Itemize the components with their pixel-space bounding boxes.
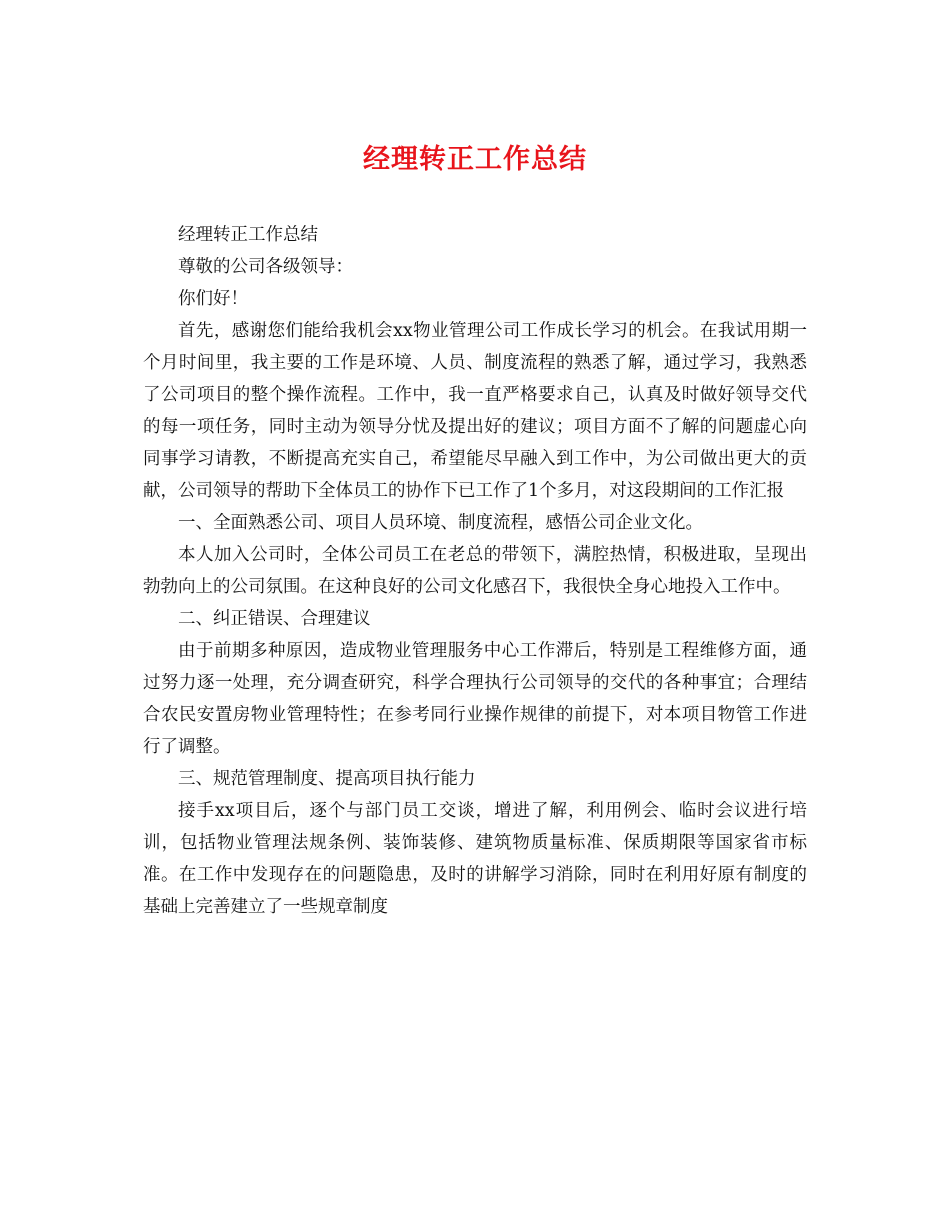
document-title: 经理转正工作总结 <box>363 144 587 175</box>
paragraph-section-3: 接手xx项目后，逐个与部门员工交谈，增进了解，利用例会、临时会议进行培训，包括物业管理法规条例、装饰装修、建筑物质量标准、保质期限等国家省市标准。在工作中发现存在的问题隐患，及时的讲解学习消除，同时在利用好原有制度的基础上完善建立了一些规章制度 <box>143 801 807 917</box>
document-body <box>143 219 807 923</box>
paragraph-greeting: 你们好！ <box>178 289 248 309</box>
section-heading-1: 一、全面熟悉公司、项目人员环境、制度流程，感悟公司企业文化。 <box>178 513 703 533</box>
paragraph-intro: 首先，感谢您们能给我机会xx物业管理公司工作成长学习的机会。在我试用期一个月时间里，我主要的工作是环境、人员、制度流程的熟悉了解，通过学习，我熟悉了公司项目的整个操作流程。工作中，我一直严格要求自己，认真及时做好领导交代的每一项任务，同时主动为领导分忧及提出好的建议；项目方面不了解的问题虚心向同事学习请教，不断提高充实自己，希望能尽早融入到工作中，为公司做出更大的贡献，公司领导的帮助下全体员工的协作下已工作了1个多月，对这段期间的工作汇报 <box>143 321 807 501</box>
section-heading-3: 三、规范管理制度、提高项目执行能力 <box>178 769 476 789</box>
paragraph-section-2: 由于前期多种原因，造成物业管理服务中心工作滞后，特别是工程维修方面，通过努力逐一处理，充分调查研究，科学合理执行公司领导的交代的各种事宜；合理结合农民安置房物业管理特性；在参考同行业操作规律的前提下，对本项目物管工作进行了调整。 <box>143 641 807 757</box>
paragraph-salutation: 尊敬的公司各级领导： <box>178 257 353 277</box>
section-heading-2: 二、纠正错误、合理建议 <box>178 609 371 629</box>
paragraph-heading: 经理转正工作总结 <box>178 225 318 245</box>
paragraph-section-1: 本人加入公司时，全体公司员工在老总的带领下，满腔热情，积极进取，呈现出勃勃向上的公司氛围。在这种良好的公司文化感召下，我很快全身心地投入工作中。 <box>143 545 807 597</box>
